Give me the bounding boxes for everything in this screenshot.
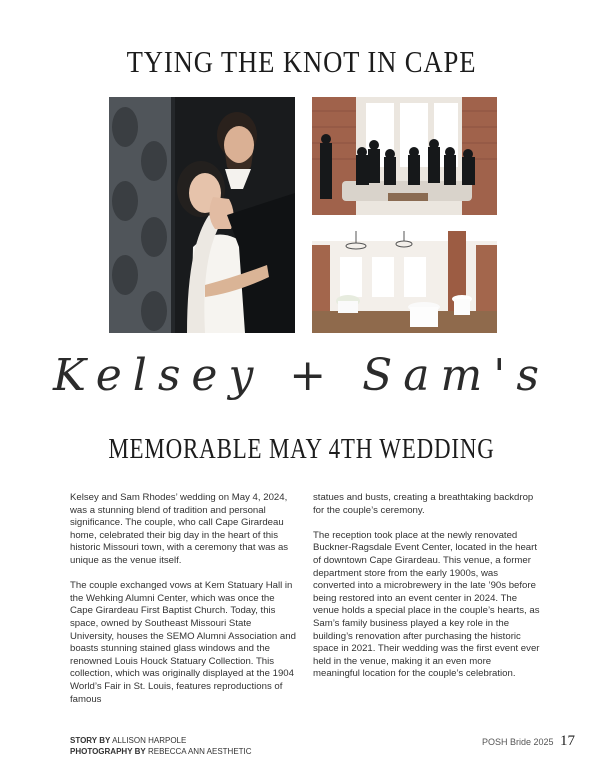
article-column-left xyxy=(70,492,297,719)
credits xyxy=(70,735,252,757)
publication-name: POSH Bride 2025 xyxy=(481,737,554,747)
story-credit-label: STORY BY xyxy=(70,736,111,745)
page-number: 17 xyxy=(560,733,575,749)
photo-credit-name: REBECCA ANN AESTHETIC xyxy=(147,747,252,756)
article-paragraph: Kelsey and Sam Rhodes’ wedding on May 4, 2024, was a stunning blend of tradition and personal significance. The couple, who call Cape Girardeau home, celebrated their big day in the heart of this historic Missouri town, with a ceremony that was as unique as the venue itself. xyxy=(70,492,289,566)
article-paragraph: The reception took place at the newly renovated Buckner-Ragsdale Event Center, located in the heart of downtown Cape Girardeau. This venue, a former department store from the early 1900s, was converted into a microbrewery in the late ’90s before being restored into an event center in 2024. The venue holds a special place in the couple’s hearts, as Sam’s family business played a key role in the building’s renovation after purchasing the historic space in 2021. Their wedding was the first event ever held in the venue, making it an even more meaningful location for the couple’s celebration. xyxy=(313,529,540,680)
script-title: Kelsey + Sam's xyxy=(53,350,550,401)
groomsmen-group-photo xyxy=(312,97,497,215)
story-credit-name: ALLISON HARPOLE xyxy=(112,736,187,745)
page-footer xyxy=(482,733,575,750)
article-paragraph: The couple exchanged vows at Kem Statuary Hall in the Wehking Alumni Center, which was once the Cape Girardeau First Baptist Church. Today, this space, owned by Southeast Missouri State University, houses the SEMO Alumni Association and boasts stunning stained glass windows and the renowned Louis Houck Statuary Collection. This collection, which was originally displayed at the 1904 World’s Fair in St. Louis, features reproductions of famous xyxy=(70,580,296,705)
article-subhead: MEMORABLE MAY 4TH WEDDING xyxy=(108,434,495,465)
photo-credit xyxy=(70,746,252,757)
page-headline: TYING THE KNOT IN CAPE xyxy=(126,44,477,79)
couple-portrait-photo xyxy=(109,97,295,333)
story-credit xyxy=(70,735,252,746)
photo-credit-label: PHOTOGRAPHY BY xyxy=(70,747,146,756)
article-column-right xyxy=(313,492,540,694)
reception-venue-photo xyxy=(312,231,497,333)
article-paragraph: statues and busts, creating a breathtaking backdrop for the couple’s ceremony. xyxy=(313,492,534,516)
